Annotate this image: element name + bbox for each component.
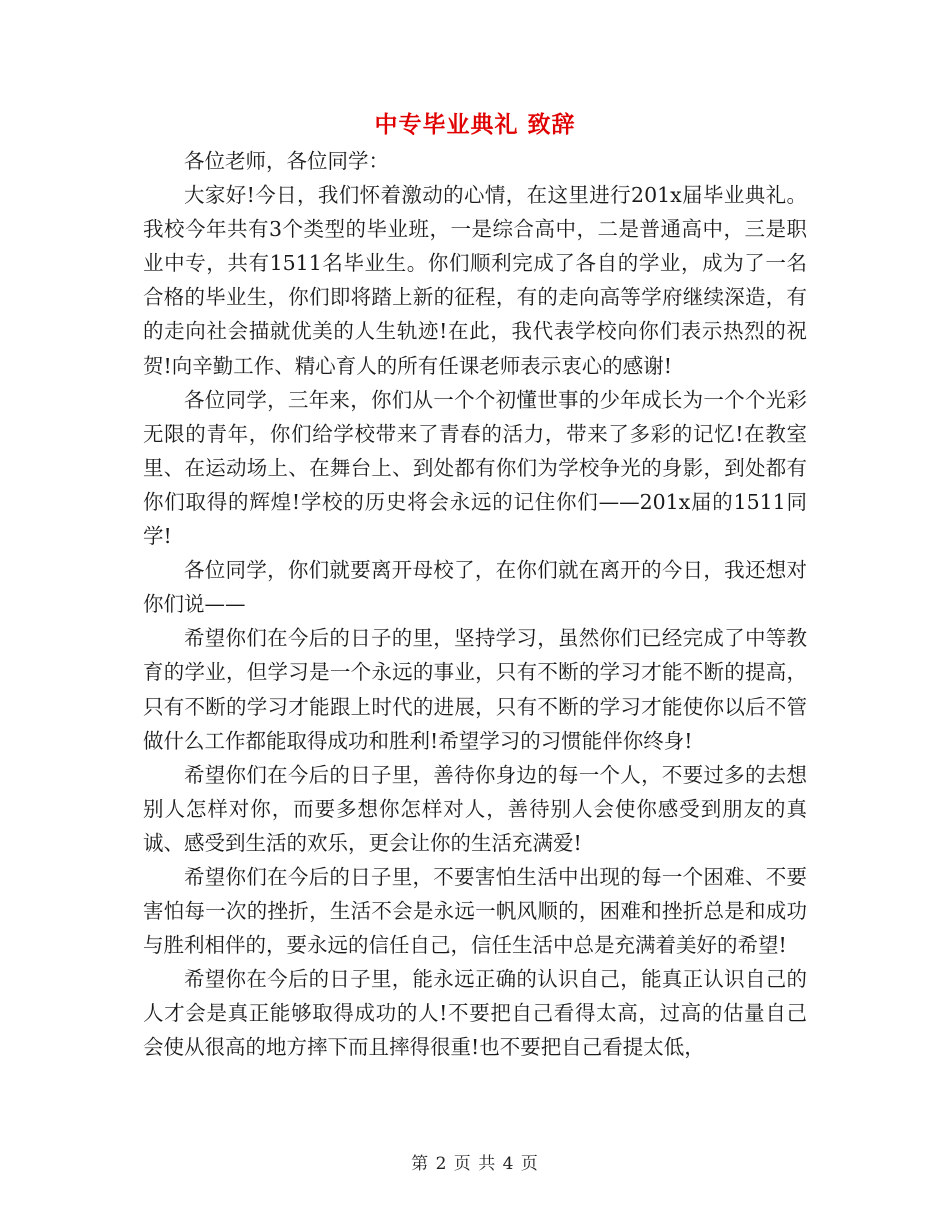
paragraph-hope-self-knowledge: 希望你在今后的日子里，能永远正确的认识自己，能真正认识自己的人才会是真正能够取得成功的人!不要把自己看得太高，过高的估量自己会使从很高的地方摔下而且摔得很重!也不要把自己看提太低， (143, 967, 807, 1060)
paragraph-three-years: 各位同学，三年来，你们从一个个初懂世事的少年成长为一个个光彩无限的青年，你们给学校带来了青春的活力，带来了多彩的记忆!在教室里、在运动场上、在舞台上、到处都有你们为学校争光的身影，到处都有你们取得的辉煌!学校的历史将会永远的记住你们——201x届的1511同学! (143, 387, 807, 549)
paragraph-greeting: 各位老师，各位同学： (184, 149, 389, 173)
paragraph-opening: 大家好!今日，我们怀着激动的心情，在这里进行201x届毕业典礼。我校今年共有3个类型的毕业班，一是综合高中，二是普通高中，三是职业中专，共有1511名毕业生。你们顺利完成了各自的学业，成为了一名合格的毕业生，你们即将踏上新的征程，有的走向高等学府继续深造，有的走向社会描就优美的人生轨迹!在此，我代表学校向你们表示热烈的祝贺!向辛勤工作、精心育人的所有任课老师表示衷心的感谢! (143, 183, 807, 378)
paragraph-leaving: 各位同学，你们就要离开母校了，在你们就在离开的今日，我还想对你们说—— (143, 558, 807, 617)
paragraph-hope-kindness: 希望你们在今后的日子里，善待你身边的每一个人，不要过多的去想别人怎样对你，而要多想你怎样对人，善待别人会使你感受到朋友的真诚、感受到生活的欢乐，更会让你的生活充满爱! (143, 762, 807, 855)
paragraph-hope-courage: 希望你们在今后的日子里，不要害怕生活中出现的每一个困难、不要害怕每一次的挫折，生活不会是永远一帆风顺的，困难和挫折总是和成功与胜利相伴的，要永远的信任自己，信任生活中总是充满着美好的希望! (143, 864, 807, 958)
page-number-footer: 第 2 页 共 4 页 (411, 1154, 539, 1174)
paragraph-hope-learning: 希望你们在今后的日子的里，坚持学习，虽然你们已经完成了中等教育的学业，但学习是一个永远的事业，只有不断的学习才能不断的提高，只有不断的学习才能跟上时代的进展，只有不断的学习才能使你以后不管做什么工作都能取得成功和胜利!希望学习的习惯能伴你终身! (143, 626, 807, 753)
document-body (143, 144, 807, 1065)
document-title: 中专毕业典礼 致辞 (374, 111, 576, 138)
